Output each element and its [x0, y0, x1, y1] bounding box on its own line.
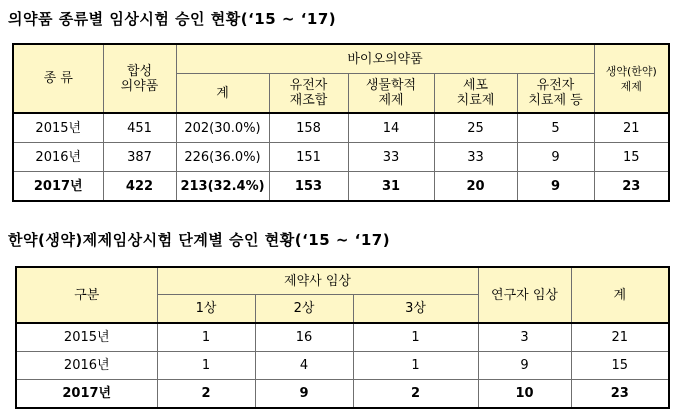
header-phase1: 1상	[157, 295, 255, 324]
cell-phase2: 16	[255, 323, 353, 352]
drug-type-approval-table	[12, 43, 670, 202]
table-row	[13, 172, 669, 202]
cell-gene-recomb: 151	[269, 143, 348, 172]
header-cell-therapy: 세포 치료제	[434, 74, 517, 114]
cell-cell-therapy: 20	[434, 172, 517, 202]
cell-herbal: 15	[594, 143, 669, 172]
header-sponsor-group: 제약사 임상	[157, 267, 478, 295]
cell-phase3: 1	[353, 323, 478, 352]
cell-phase3: 1	[353, 352, 478, 380]
header-gene-recomb: 유전자 재조합	[269, 74, 348, 114]
cell-synthetic: 422	[103, 172, 176, 202]
cell-total: 21	[571, 323, 669, 352]
header-herbal: 생약(한약) 제제	[594, 44, 669, 113]
header-total: 계	[571, 267, 669, 323]
cell-gene-recomb: 158	[269, 113, 348, 143]
table2-title: 한약(생약)제제임상시험 단계별 승인 현황(‘15 ~ ‘17)	[8, 231, 391, 249]
cell-year: 2016년	[16, 352, 157, 380]
cell-total: 23	[571, 380, 669, 409]
cell-phase1: 1	[157, 323, 255, 352]
cell-phase2: 9	[255, 380, 353, 409]
cell-biologic: 31	[348, 172, 434, 202]
cell-gene-therapy: 9	[517, 143, 594, 172]
cell-investigator: 9	[478, 352, 571, 380]
cell-phase1: 1	[157, 352, 255, 380]
cell-year: 2015년	[16, 323, 157, 352]
cell-cell-therapy: 33	[434, 143, 517, 172]
cell-phase1: 2	[157, 380, 255, 409]
cell-year: 2017년	[13, 172, 103, 202]
herbal-phase-approval-table	[15, 266, 670, 409]
cell-synthetic: 451	[103, 113, 176, 143]
cell-phase2: 4	[255, 352, 353, 380]
cell-biologic: 14	[348, 113, 434, 143]
cell-bio-total: 202(30.0%)	[176, 113, 269, 143]
cell-phase3: 2	[353, 380, 478, 409]
cell-investigator: 3	[478, 323, 571, 352]
table-row	[16, 352, 669, 380]
header-phase3: 3상	[353, 295, 478, 324]
header-type: 종 류	[13, 44, 103, 113]
table1-title: 의약품 종류별 임상시험 승인 현황(‘15 ~ ‘17)	[8, 10, 337, 28]
cell-investigator: 10	[478, 380, 571, 409]
table-row	[13, 113, 669, 143]
header-biologic: 생물학적 제제	[348, 74, 434, 114]
cell-gene-recomb: 153	[269, 172, 348, 202]
cell-cell-therapy: 25	[434, 113, 517, 143]
cell-herbal: 23	[594, 172, 669, 202]
cell-year: 2016년	[13, 143, 103, 172]
header-gene-therapy: 유전자 치료제 등	[517, 74, 594, 114]
header-bio-group: 바이오의약품	[176, 44, 594, 74]
table-row	[13, 143, 669, 172]
cell-herbal: 21	[594, 113, 669, 143]
cell-biologic: 33	[348, 143, 434, 172]
cell-bio-total: 213(32.4%)	[176, 172, 269, 202]
cell-year: 2015년	[13, 113, 103, 143]
table-row	[16, 380, 669, 409]
table-row	[16, 323, 669, 352]
header-investigator: 연구자 임상	[478, 267, 571, 323]
cell-bio-total: 226(36.0%)	[176, 143, 269, 172]
cell-synthetic: 387	[103, 143, 176, 172]
header-phase2: 2상	[255, 295, 353, 324]
cell-gene-therapy: 9	[517, 172, 594, 202]
cell-total: 15	[571, 352, 669, 380]
header-bio-total: 계	[176, 74, 269, 114]
header-synthetic: 합성 의약품	[103, 44, 176, 113]
cell-year: 2017년	[16, 380, 157, 409]
header-category: 구분	[16, 267, 157, 323]
cell-gene-therapy: 5	[517, 113, 594, 143]
